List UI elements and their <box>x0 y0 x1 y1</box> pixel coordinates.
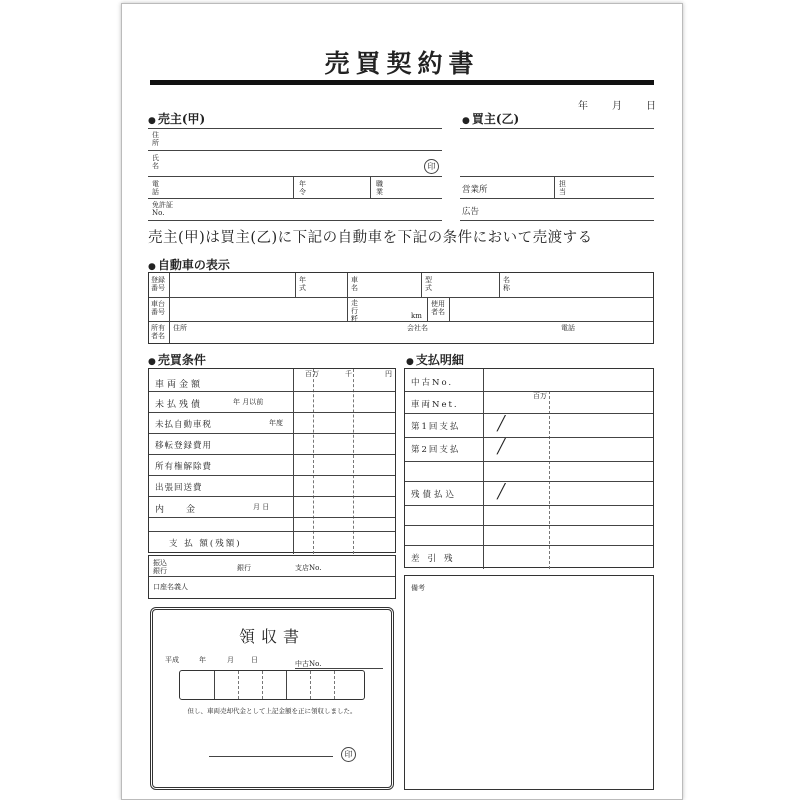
receipt-box <box>150 607 394 790</box>
receipt-era: 平成 <box>165 656 179 664</box>
receipt-seal-mark: 印 <box>341 747 356 762</box>
bank-label: 振込銀行 <box>153 559 167 575</box>
date-year: 年 <box>578 101 588 112</box>
remarks-label: 備考 <box>411 584 425 592</box>
vehicle-nick-label: 名称 <box>503 276 510 292</box>
divider <box>405 391 653 392</box>
receipt-month: 月 <box>227 656 234 664</box>
divider <box>149 391 395 392</box>
document-title: 売買契約書 <box>324 49 480 78</box>
vehicle-chassis-label: 車台番号 <box>151 300 165 316</box>
slash-icon: ╱ <box>497 484 506 500</box>
cond-deposit-date: 月 日 <box>253 503 270 511</box>
divider <box>405 481 653 482</box>
buyer-ad-label: 広告 <box>462 207 480 217</box>
vehicle-owner-address: 住所 <box>173 324 187 332</box>
cond-row-transfer: 移転登録費用 <box>155 441 213 451</box>
cond-row-price: 車両金額 <box>155 380 204 390</box>
receipt-amount-box <box>179 670 365 700</box>
divider <box>460 176 654 177</box>
vehicle-table <box>148 272 654 344</box>
conditions-table <box>148 368 396 553</box>
remarks-box <box>404 575 654 790</box>
divider <box>405 437 653 438</box>
divider <box>313 369 314 554</box>
divider <box>405 413 653 414</box>
vehicle-user-label: 使用者名 <box>431 300 445 316</box>
seller-name-label: 氏名 <box>152 154 159 170</box>
divider <box>214 671 215 699</box>
seller-license-label: 免許証No. <box>152 201 173 217</box>
divider <box>286 671 287 699</box>
cond-row-delivery: 出張回送費 <box>155 483 203 493</box>
divider <box>293 176 294 198</box>
divider <box>149 496 395 497</box>
divider <box>149 576 395 577</box>
receipt-used-no: 中古No. <box>295 660 383 669</box>
divider <box>148 220 442 221</box>
divider <box>149 517 395 518</box>
cond-row-deposit: 内金 <box>155 505 218 515</box>
vehicle-mileage-label: 走行粁 <box>351 299 358 323</box>
unit-thousand: 千 <box>345 370 352 378</box>
cond-unpaid-date: 年 月以前 <box>233 398 264 406</box>
date-day: 日 <box>646 101 656 112</box>
vehicle-owner-label: 所有者名 <box>151 324 165 340</box>
buyer-heading: ● 買主(乙) <box>462 110 519 127</box>
date-line <box>578 97 656 112</box>
divider <box>427 297 428 321</box>
vehicle-name-label: 車名 <box>351 276 358 292</box>
divider <box>169 273 170 343</box>
divider <box>353 369 354 554</box>
divider <box>238 671 239 699</box>
divider <box>310 671 311 699</box>
divider <box>149 475 395 476</box>
unit-yen: 円 <box>385 370 392 378</box>
vehicle-owner-tel: 電話 <box>561 324 575 332</box>
divider <box>295 273 296 297</box>
pay-first: 第1回支払 <box>411 422 461 432</box>
vehicle-year-label: 年式 <box>299 276 306 292</box>
vehicle-owner-company: 会社名 <box>407 324 428 332</box>
vehicle-type-label: 型式 <box>425 276 432 292</box>
cond-row-release: 所有権解除費 <box>155 462 213 472</box>
buyer-office-label: 営業所 <box>462 185 488 195</box>
divider <box>554 176 555 198</box>
cond-tax-year: 年度 <box>269 419 283 427</box>
divider <box>148 128 442 129</box>
divider <box>149 321 653 322</box>
divider <box>148 150 442 151</box>
pay-remaining: 残債払込 <box>411 490 458 500</box>
divider <box>148 176 442 177</box>
pay-used-no: 中古No. <box>411 378 454 388</box>
divider <box>405 525 653 526</box>
divider <box>347 273 348 321</box>
slash-icon: ╱ <box>497 439 506 455</box>
divider <box>149 531 395 532</box>
receipt-title: 領収書 <box>238 627 305 646</box>
vehicle-reg-label: 登録番号 <box>151 276 165 292</box>
divider <box>405 545 653 546</box>
divider <box>334 671 335 699</box>
slash-icon: ╱ <box>497 416 506 432</box>
bank-box <box>148 555 396 599</box>
receipt-day: 日 <box>251 656 258 664</box>
pay-vehicle-net: 車両Net. <box>411 400 459 410</box>
contract-statement: 売主(甲)は買主(乙)に下記の自動車を下記の条件において売渡する <box>148 230 593 246</box>
divider <box>262 671 263 699</box>
divider <box>483 369 484 569</box>
conditions-heading: ● 売買条件 <box>148 351 206 368</box>
divider <box>209 756 333 757</box>
divider <box>148 198 442 199</box>
divider <box>405 505 653 506</box>
divider <box>421 273 422 297</box>
divider <box>449 297 450 321</box>
seller-address-label: 住所 <box>152 131 159 147</box>
divider <box>460 198 654 199</box>
seller-heading: ● 売主(甲) <box>148 110 205 127</box>
buyer-rep-label: 担当 <box>559 180 566 196</box>
divider <box>549 391 550 569</box>
divider <box>149 433 395 434</box>
divider <box>405 461 653 462</box>
divider <box>499 273 500 297</box>
divider <box>293 369 294 554</box>
divider <box>149 454 395 455</box>
title-rule <box>150 80 654 85</box>
divider <box>149 297 653 298</box>
cond-payment-label: 支 払 額(残額) <box>169 539 242 549</box>
seller-age-label: 年令 <box>299 180 306 196</box>
branch-text: 支店No. <box>295 564 322 572</box>
pay-balance: 差引残 <box>411 554 461 564</box>
pay-unit: 百万 <box>533 392 547 400</box>
holder-label: 口座名義人 <box>153 583 188 591</box>
contract-sheet <box>121 3 683 800</box>
bank-text: 銀行 <box>237 564 251 572</box>
divider <box>370 176 371 198</box>
divider <box>149 412 395 413</box>
vehicle-km-unit: km <box>411 312 422 320</box>
payments-table <box>404 368 654 568</box>
divider <box>460 220 654 221</box>
pay-second: 第2回支払 <box>411 445 461 455</box>
cond-row-tax: 未払自動車税 <box>155 420 213 430</box>
seller-seal-mark: 印 <box>424 159 439 174</box>
receipt-year: 年 <box>199 656 206 664</box>
unit-million: 百万 <box>305 370 319 378</box>
cond-row-unpaid: 未払残債 <box>155 400 204 410</box>
vehicle-heading: ● 自動車の表示 <box>148 256 230 273</box>
payments-heading: ● 支払明細 <box>406 351 464 368</box>
seller-occupation-label: 職業 <box>376 180 383 196</box>
divider <box>460 128 654 129</box>
date-month: 月 <box>612 101 622 112</box>
receipt-note: 但し、車両売却代金として上記金額を正に領収しました。 <box>187 707 357 715</box>
seller-phone-label: 電話 <box>152 180 159 196</box>
